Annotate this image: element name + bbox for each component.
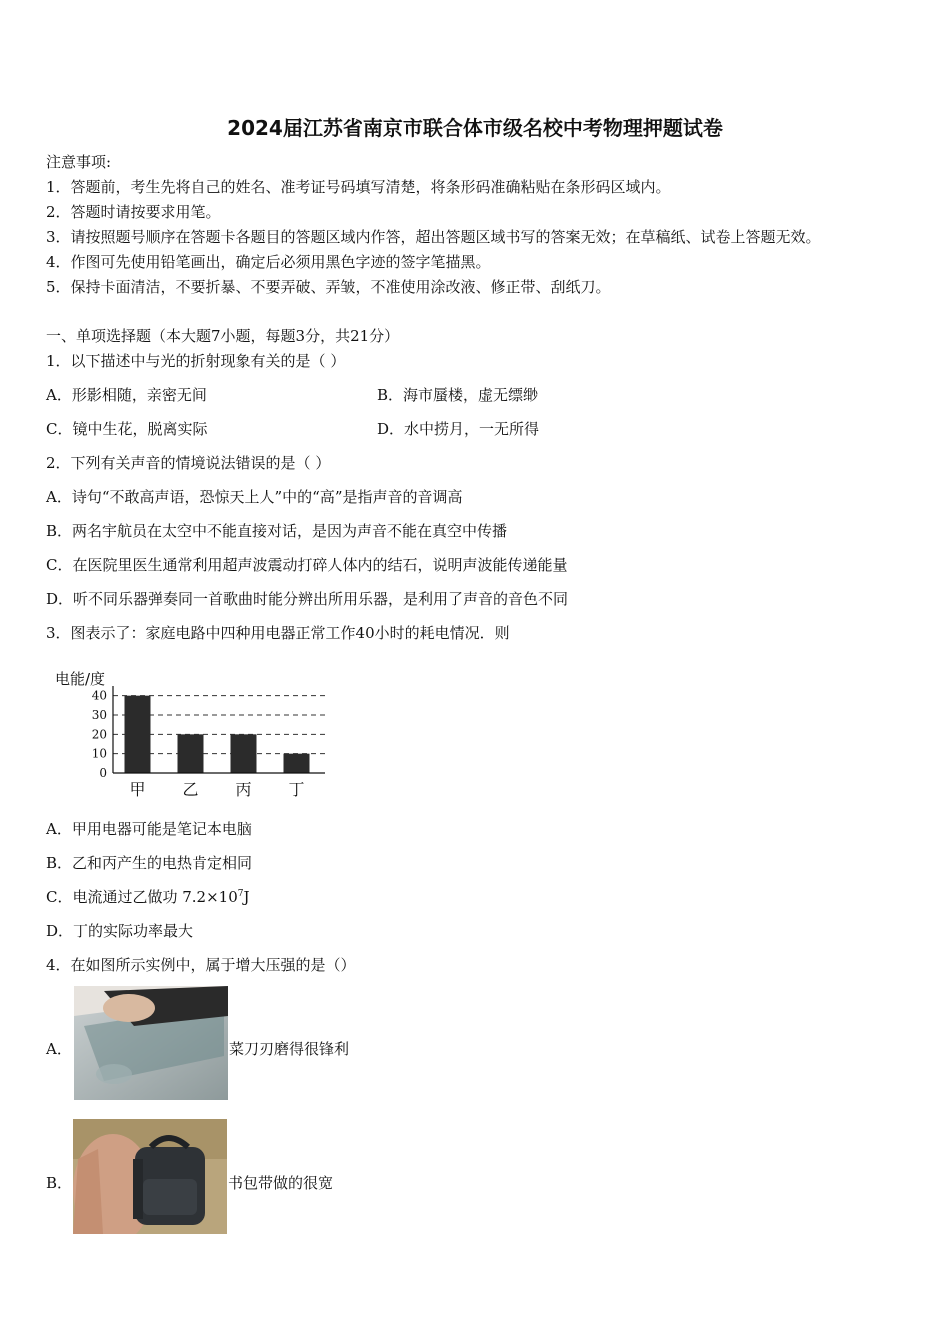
y-axis-label: 电能/度: [55, 670, 106, 688]
knife-sharpening-photo: [74, 986, 228, 1100]
x-tick-label: 乙: [182, 780, 199, 799]
question-1-stem: 1．以下描述中与光的折射现象有关的是（ ）: [46, 352, 346, 370]
q1-option-d: D．水中捞月，一无所得: [377, 420, 540, 438]
note-item: 5．保持卡面清洁，不要折暴、不要弄破、弄皱，不准使用涂改液、修正带、刮纸刀。: [46, 278, 611, 296]
bar-3: [284, 754, 310, 773]
q2-option-d: D．听不同乐器弹奏同一首歌曲时能分辨出所用乐器，是利用了声音的音色不同: [46, 590, 569, 608]
question-3-stem: 3．图表示了：家庭电路中四种用电器正常工作40小时的耗电情况．则: [46, 624, 510, 642]
question-2-stem: 2．下列有关声音的情境说法错误的是（ ）: [46, 454, 331, 472]
y-tick-label: 40: [91, 688, 107, 703]
y-tick-label: 20: [91, 727, 107, 742]
x-tick-label: 丁: [288, 780, 305, 799]
notes-heading: 注意事项:: [46, 153, 112, 171]
y-tick-label: 30: [91, 708, 107, 722]
q4-option-b-label: B．: [46, 1174, 73, 1192]
q1-option-a: A．形影相随，亲密无间: [46, 386, 207, 404]
section-heading: 一、单项选择题（本大题7小题，每题3分，共21分）: [46, 327, 400, 345]
note-item: 1．答题前，考生先将自己的姓名、准考证号码填写清楚，将条形码准确粘贴在条形码区域内。: [46, 178, 671, 196]
q1-option-c: C．镜中生花，脱离实际: [46, 420, 208, 438]
note-item: 4．作图可先使用铅笔画出，确定后必须用黑色字迹的签字笔描黑。: [46, 253, 491, 271]
q3-option-a: A．甲用电器可能是笔记本电脑: [46, 820, 252, 838]
q4-option-a-label: A．: [46, 1040, 72, 1058]
bar-0: [125, 696, 151, 773]
q3-option-b: B．乙和丙产生的电热肯定相同: [46, 854, 253, 872]
x-tick-label: 丙: [235, 780, 252, 799]
question-4-stem: 4．在如图所示实例中，属于增大压强的是（）: [46, 956, 356, 974]
y-tick-label: 10: [91, 746, 107, 761]
q2-option-b: B．两名宇航员在太空中不能直接对话，是因为声音不能在真空中传播: [46, 522, 508, 540]
q3-option-d: D．丁的实际功率最大: [46, 922, 194, 940]
q3-option-c: C．电流通过乙做功 $7.2\times 10^7J$: [46, 888, 250, 906]
q4-option-b-text: 书包带做的很宽: [228, 1174, 334, 1192]
q4-option-a-text: 菜刀刃磨得很锋利: [229, 1040, 350, 1058]
y-tick-label: 0: [99, 766, 107, 780]
note-item: 3．请按照题号顺序在答题卡各题目的答题区域内作答，超出答题区域书写的答案无效；在草稿纸、试卷上答题无效。: [46, 228, 821, 246]
x-tick-label: 甲: [129, 780, 146, 799]
q2-option-c: C．在医院里医生通常利用超声波震动打碎人体内的结石，说明声波能传递能量: [46, 556, 568, 574]
page-title: 2024届江苏省南京市联合体市级名校中考物理押题试卷: [227, 116, 723, 140]
backpack-photo: [73, 1119, 227, 1234]
note-item: 2．答题时请按要求用笔。: [46, 203, 221, 221]
q1-option-b: B．海市蜃楼，虚无缥缈: [377, 386, 539, 404]
bar-1: [178, 734, 204, 773]
energy-bar-chart: [50, 662, 340, 802]
q2-option-a: A．诗句“不敢高声语，恐惊天上人”中的“高”是指声音的音调高: [46, 488, 463, 506]
bar-2: [231, 734, 257, 773]
